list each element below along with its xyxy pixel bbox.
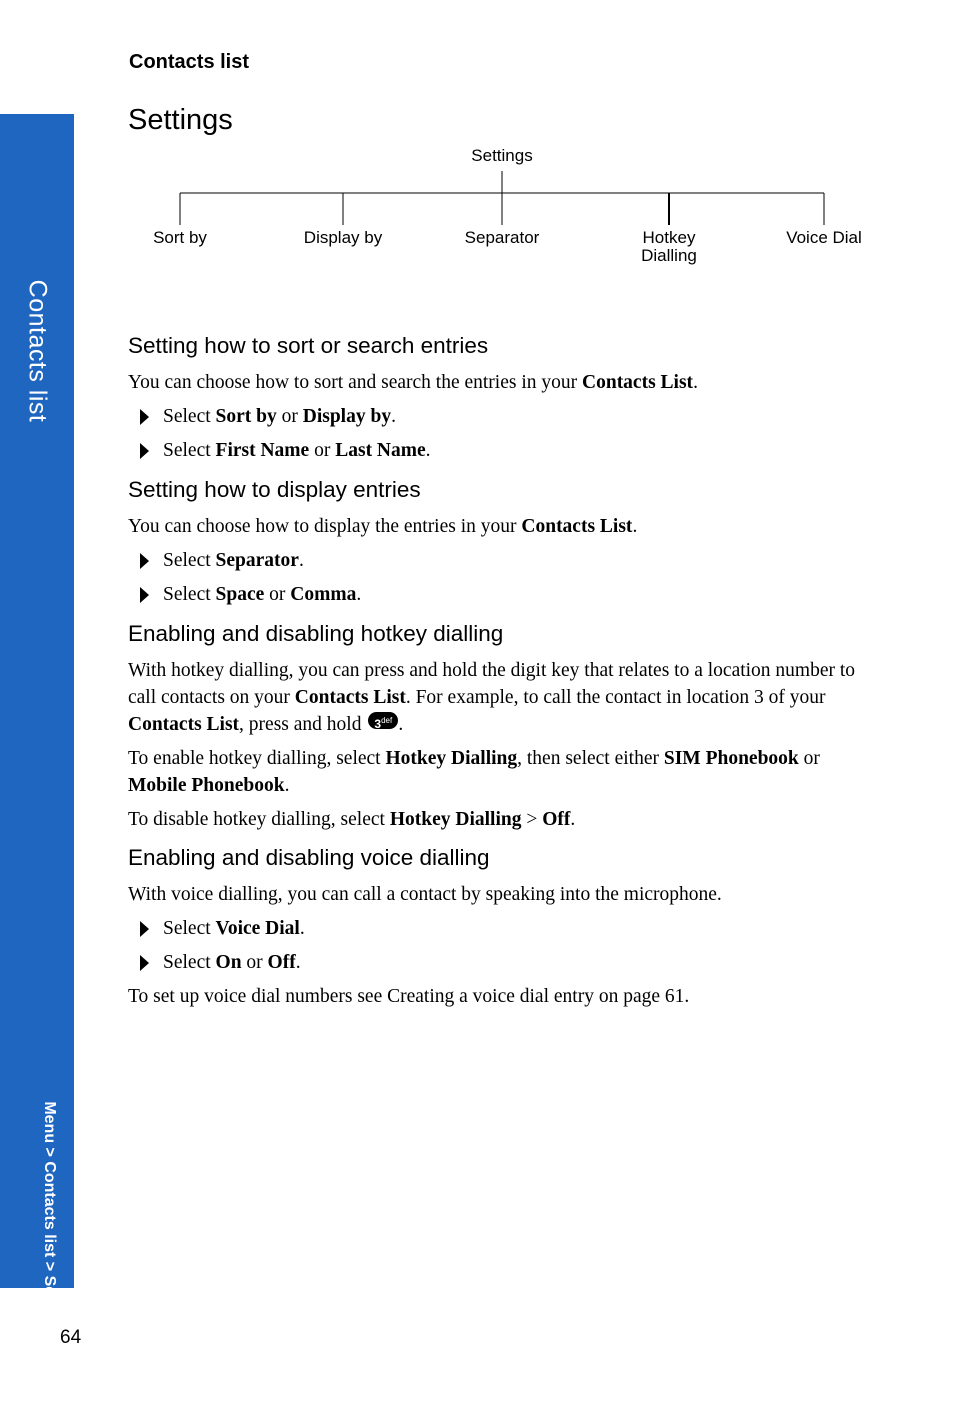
side-tab-title: Contacts list: [23, 279, 52, 423]
key-letters: def: [381, 716, 393, 725]
section-hotkey: [128, 618, 878, 833]
step-arrow-icon: [140, 921, 149, 937]
term: Space: [215, 584, 265, 605]
term: SIM Phonebook: [663, 748, 799, 769]
text: Select: [163, 406, 216, 427]
text: or: [264, 584, 291, 605]
section-heading: Setting how to sort or search entries: [128, 333, 489, 358]
tree-node-sort-by: Sort by: [153, 228, 207, 247]
text: or: [309, 440, 336, 461]
section-sort-search: [128, 330, 878, 465]
step-arrow-icon: [140, 409, 149, 425]
step-item: [128, 581, 878, 609]
text: . For example, to call the contact in location 3 of your: [405, 687, 826, 708]
running-header: Contacts list: [129, 51, 250, 73]
term: Contacts List: [128, 714, 240, 735]
text: Select: [163, 440, 216, 461]
tree-node-root: Settings: [471, 146, 533, 165]
side-tab: [0, 114, 74, 1339]
paragraph: [128, 806, 878, 833]
text: .: [299, 918, 305, 939]
side-tab-breadcrumb: Menu > Contacts list > Settings: [41, 1101, 58, 1339]
text: , then select either: [517, 748, 664, 769]
text: >: [521, 809, 543, 830]
text: .: [398, 714, 404, 735]
step-arrow-icon: [140, 443, 149, 459]
tree-node-display-by: Display by: [303, 228, 383, 247]
text: Select: [163, 952, 216, 973]
section-intro: [128, 881, 878, 908]
section-heading: Setting how to display entries: [128, 477, 421, 502]
text: .: [425, 440, 431, 461]
term: Hotkey Dialling: [389, 809, 522, 830]
text: .: [391, 406, 396, 427]
step-item: [128, 949, 878, 977]
section-outro: To set up voice dial numbers see Creating a voice dial entry on page 61.: [128, 986, 690, 1007]
text: .: [295, 952, 301, 973]
text: To enable hotkey dialling, select: [128, 748, 386, 769]
term: Mobile Phonebook: [128, 775, 285, 796]
section-intro: [128, 513, 878, 540]
term: Sort by: [215, 406, 277, 427]
step-arrow-icon: [140, 587, 149, 603]
text: or: [241, 952, 268, 973]
page-body: [128, 330, 878, 1019]
step-item: [128, 915, 878, 943]
text: .: [632, 516, 638, 537]
text: .: [298, 550, 304, 571]
section-voice: [128, 842, 878, 1010]
term: Separator: [215, 550, 299, 571]
term: Contacts List: [521, 516, 633, 537]
text: You can choose how to sort and search the entries in your: [128, 372, 583, 393]
step-arrow-icon: [140, 553, 149, 569]
step-item: [128, 403, 878, 431]
step-item: [128, 437, 878, 465]
term: Voice Dial: [215, 918, 300, 939]
term: On: [215, 952, 242, 973]
text: .: [284, 775, 290, 796]
text: or: [798, 748, 820, 769]
tree-node-voice-dial: Voice Dial: [786, 228, 862, 247]
section-heading: Enabling and disabling voice dialling: [128, 845, 490, 870]
key-digit: 3: [374, 717, 382, 731]
page-title: Settings: [128, 104, 233, 136]
section-intro: [128, 369, 878, 396]
section-heading: Enabling and disabling hotkey dialling: [128, 621, 504, 646]
text: You can choose how to display the entries in your: [128, 516, 522, 537]
tree-node-separator: Separator: [464, 228, 540, 247]
text: Select: [163, 918, 216, 939]
term: Contacts List: [294, 687, 406, 708]
text: Select: [163, 584, 216, 605]
text: With hotkey dialling, you can press and hold the digit key that relates to a location number to call contacts on your: [128, 660, 856, 708]
text: , press and hold: [239, 714, 367, 735]
text: Select: [163, 550, 216, 571]
text: With voice dialling, you can call a contact by speaking into the microphone.: [128, 884, 722, 905]
key-3-icon: [368, 712, 398, 729]
step-arrow-icon: [140, 955, 149, 971]
term: Off: [542, 809, 571, 830]
term: First Name: [215, 440, 310, 461]
section-display: [128, 474, 878, 609]
term: Comma: [290, 584, 357, 605]
term: Contacts List: [582, 372, 694, 393]
paragraph: [128, 745, 878, 799]
text: or: [276, 406, 303, 427]
page-number: 64: [60, 1327, 82, 1348]
tree-node-hotkey-dialling: Hotkey Dialling: [641, 228, 697, 265]
paragraph: [128, 657, 878, 738]
text: .: [570, 809, 576, 830]
term: Display by: [302, 406, 392, 427]
text: To disable hotkey dialling, select: [128, 809, 390, 830]
text: .: [356, 584, 362, 605]
step-item: [128, 547, 878, 575]
term: Hotkey Dialling: [385, 748, 518, 769]
term: Off: [267, 952, 296, 973]
term: Last Name: [335, 440, 426, 461]
text: .: [693, 372, 698, 393]
